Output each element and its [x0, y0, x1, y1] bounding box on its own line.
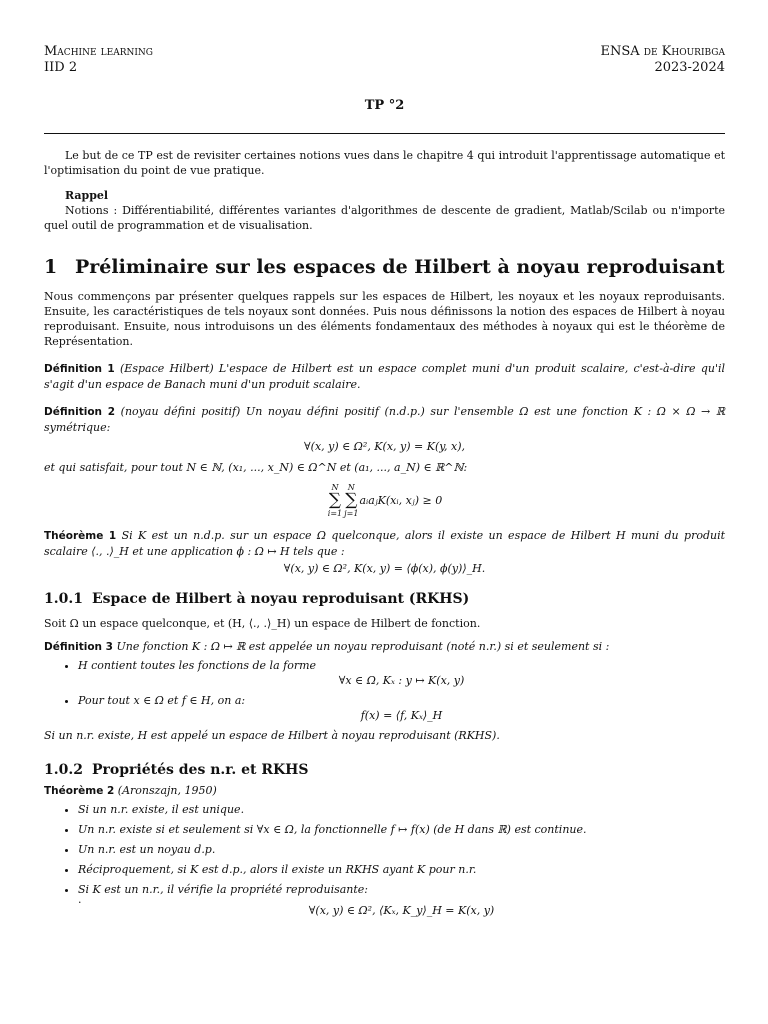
definition-1-text: (Espace Hilbert) L'espace de Hilbert est un espace complet muni d'un produit scalaire, c'est-à-dire qu'il s'agit d'un espace de Banach muni d'un produit scalaire. — [44, 362, 726, 391]
kx-equation: ∀x ∈ Ω, Kₓ : y ↦ K(x, y) — [338, 674, 465, 687]
section-1-title: Préliminaire sur les espaces de Hilbert à noyau reproduisant — [75, 256, 725, 278]
school-name: ENSA de Khouribga — [600, 44, 725, 59]
section-1-number: 1 — [44, 256, 58, 278]
header-left — [44, 44, 153, 76]
subsection-1-0-1-number: 1.0.1 — [44, 591, 83, 607]
theorem-2 — [44, 783, 725, 799]
definition-3-label: Définition 3 — [44, 641, 113, 653]
sum-j-symbol: N ∑ j=1 — [344, 483, 359, 518]
page-header — [44, 44, 725, 80]
definition-3-conclusion: Si un n.r. existe, H est appelé un espace de Hilbert à noyau reproduisant (RKHS). — [44, 729, 500, 742]
document-page — [44, 44, 725, 923]
theorem-2-text: (Aronszajn, 1950) — [117, 784, 217, 797]
definition-1-label: Définition 1 — [44, 363, 115, 375]
definition-1 — [44, 361, 725, 392]
header-right — [600, 44, 725, 76]
section-1-intro: Nous commençons par présenter quelques rappels sur les espaces de Hilbert, les noyaux et les noyaux reproduisants. Ensuite, les caractéristiques de tels noyaux sont données. Puis nous définissons la notion des espaces de Hilbert à noyau reproduisant. Ensuite, nous introduisons un des éléments fondamentaux des méthodes à noyaux qui est le théorème de Représentation. — [44, 290, 725, 348]
theorem-2-list — [44, 802, 725, 918]
subsection-1-0-2-title: Propriétés des n.r. et RKHS — [92, 762, 309, 778]
list-item: • Un n.r. est un noyau d.p. — [78, 842, 725, 857]
rappel-text: Notions : Différentiabilité, différentes variantes d'algorithmes de descente de gradient, Matlab/Scilab ou n'importe quel outil de programmation et de visualisation. — [44, 204, 725, 232]
subsection-1-0-1-heading — [44, 590, 725, 608]
intro-paragraph: Le but de ce TP est de revisiter certaines notions vues dans le chapitre 4 qui introduit l'apprentissage automatique et l'optimisation du point de vue pratique. — [44, 149, 725, 177]
definition-2-label: Définition 2 — [44, 406, 116, 418]
academic-year: 2023-2024 — [654, 60, 725, 75]
definition-3-text: Une fonction K : Ω ↦ ℝ est appelée un noyau reproduisant (noté n.r.) si et seulement si : — [116, 640, 610, 653]
subsection-1-0-1-text: Soit Ω un espace quelconque, et (H, ⟨., .⟩_H) un espace de Hilbert de fonction. — [44, 617, 481, 630]
list-item: • Pour tout x ∈ Ω et f ∈ H, on a: f(x) = ⟨f, Kₓ⟩_H — [78, 693, 725, 723]
course-name: Machine learning — [44, 44, 153, 59]
feature-map-equation: ∀(x, y) ∈ Ω², K(x, y) = ⟨ϕ(x), ϕ(y)⟩_H. — [283, 562, 486, 575]
theorem-2-label: Théorème 2 — [44, 785, 115, 797]
subsection-1-0-2-heading — [44, 761, 725, 779]
list-item: • Si un n.r. existe, il est unique. — [78, 802, 725, 817]
section-1-heading — [44, 255, 725, 279]
definition-2-condition: et qui satisfait, pour tout N ∈ ℕ, (x₁, ..., x_N) ∈ Ω^N et (a₁, ..., a_N) ∈ ℝ^ℕ: — [44, 461, 468, 474]
symmetry-equation: ∀(x, y) ∈ Ω², K(x, y) = K(y, x), — [304, 440, 465, 453]
sum-body: aᵢaⱼK(xᵢ, xⱼ) ≥ 0 — [359, 494, 443, 507]
list-item: • Un n.r. existe si et seulement si ∀x ∈ Ω, la fonctionnelle f ↦ f(x) (de H dans ℝ) est continue. — [78, 822, 725, 837]
theorem-1-label: Théorème 1 — [44, 530, 117, 542]
definition-2-text: (noyau défini positif) Un noyau défini positif (n.d.p.) sur l'ensemble Ω est une fonction K : Ω × Ω → ℝ symétrique: — [44, 405, 726, 434]
definition-2 — [44, 404, 725, 435]
list-item: • Si K est un n.r., il vérifie la propriété reproduisante: ∀(x, y) ∈ Ω², ⟨Kₓ, K_y⟩_H = K(x, y) — [78, 882, 725, 918]
subsection-1-0-2-number: 1.0.2 — [44, 762, 83, 778]
trailing-dot: . — [78, 893, 82, 906]
sum-i-symbol: N ∑ i=1 — [327, 483, 343, 518]
tp-title: TP °2 — [364, 98, 405, 113]
list-item: • Réciproquement, si K est d.p., alors il existe un RKHS ayant K pour n.r. — [78, 862, 725, 877]
group-name: IID 2 — [44, 60, 78, 75]
definition-3 — [44, 639, 725, 655]
subsection-1-0-1-title: Espace de Hilbert à noyau reproduisant (RKHS) — [92, 591, 470, 607]
rappel-title: Rappel — [65, 189, 109, 202]
title-rule — [44, 133, 725, 134]
theorem-1 — [44, 528, 725, 559]
list-item: • H contient toutes les fonctions de la forme ∀x ∈ Ω, Kₓ : y ↦ K(x, y) — [78, 658, 725, 688]
definition-3-list — [44, 658, 725, 723]
positivity-equation — [44, 479, 725, 518]
reproducing-property-equation: ∀(x, y) ∈ Ω², ⟨Kₓ, K_y⟩_H = K(x, y) — [308, 904, 495, 917]
theorem-1-text: Si K est un n.d.p. sur un espace Ω quelconque, alors il existe un espace de Hilbert H muni du produit scalaire ⟨., .⟩_H et une application ϕ : Ω ↦ H tels que : — [44, 529, 726, 558]
double-sum — [327, 483, 442, 518]
reproducing-equation: f(x) = ⟨f, Kₓ⟩_H — [360, 709, 443, 722]
